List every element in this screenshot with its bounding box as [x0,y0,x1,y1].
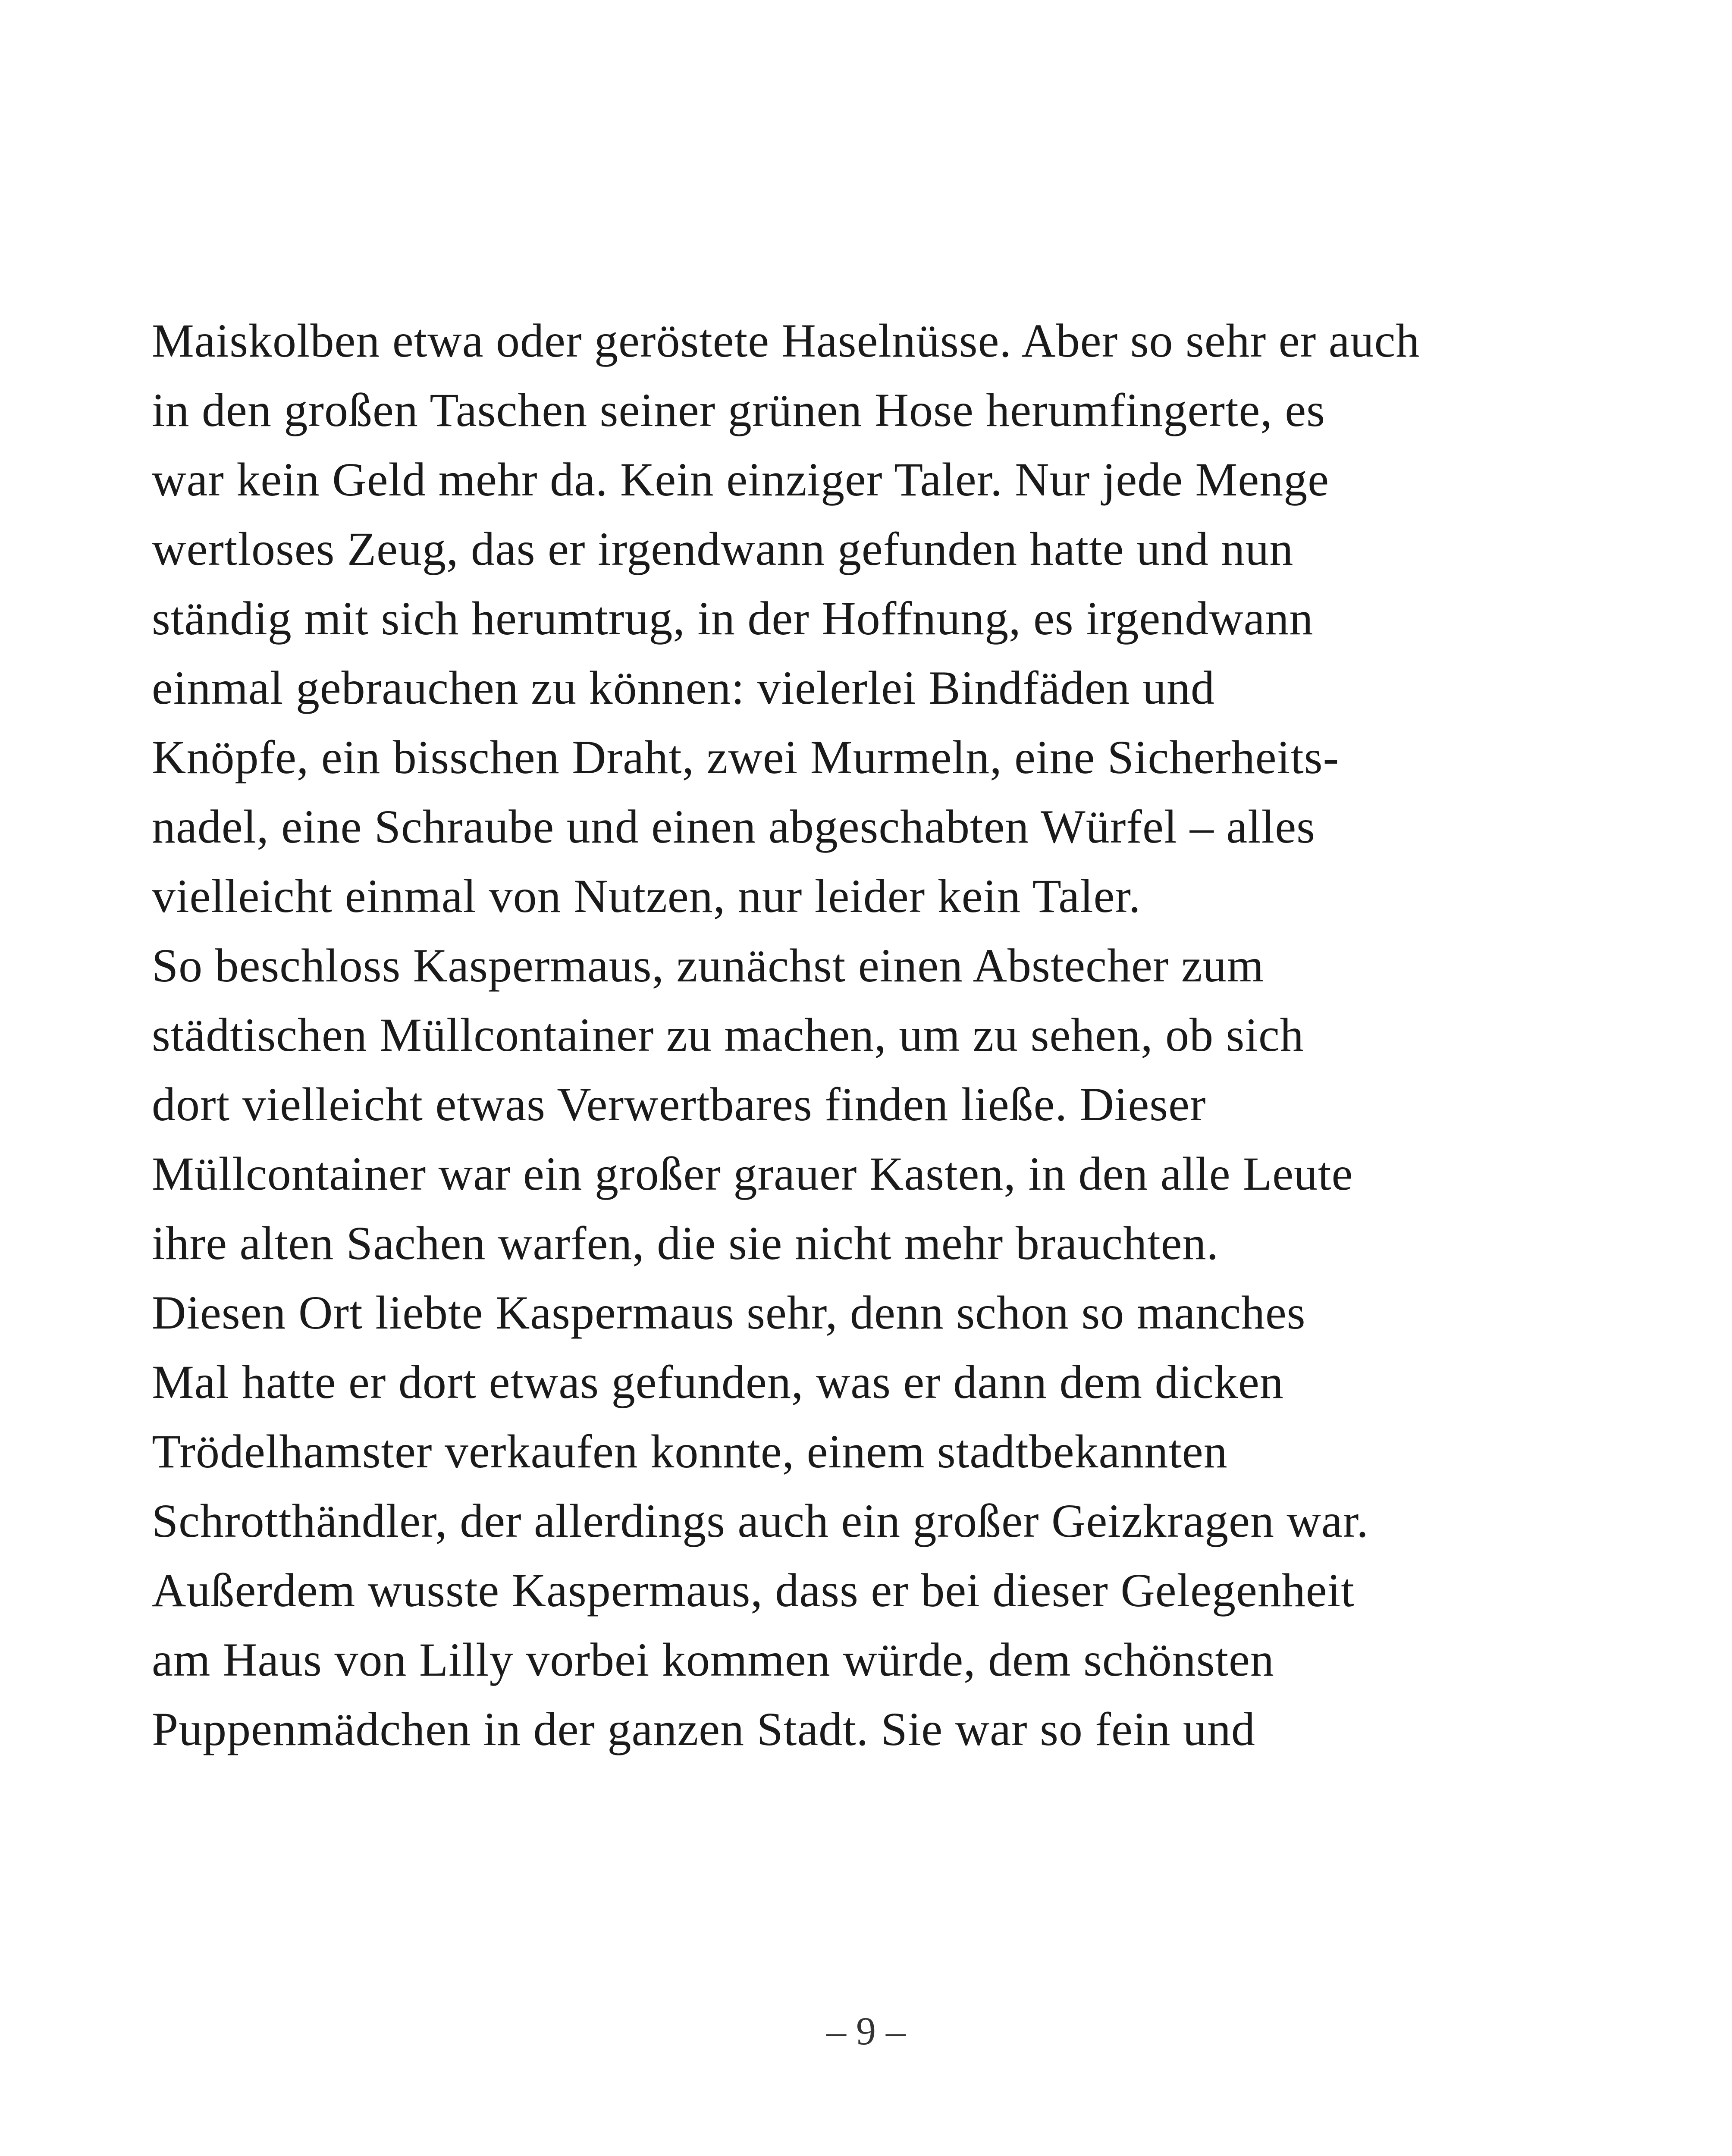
text-line-15: Diesen Ort liebte Kaspermaus sehr, denn schon so manches [152,1286,1306,1339]
text-line-1: Maiskolben etwa oder geröstete Haselnüsse. Aber so sehr er auch [152,314,1420,367]
text-line-18: Schrotthändler, der allerdings auch ein großer Geizkragen war. [152,1495,1369,1547]
text-line-4: wertloses Zeug, das er irgendwann gefunden hatte und nun [152,523,1294,575]
text-line-5: ständig mit sich herumtrug, in der Hoffnung, es irgendwann [152,592,1314,645]
text-line-14: ihre alten Sachen warfen, die sie nicht mehr brauchten. [152,1217,1219,1269]
text-line-20: am Haus von Lilly vorbei kommen würde, dem schönsten [152,1633,1274,1686]
text-line-6: einmal gebrauchen zu können: vielerlei Bindfäden und [152,661,1215,714]
text-line-16: Mal hatte er dort etwas gefunden, was er dann dem dicken [152,1356,1284,1408]
text-line-17: Trödelhamster verkaufen konnte, einem stadtbekannten [152,1425,1228,1478]
page-number: – 9 – [826,2009,906,2053]
text-line-3: war kein Geld mehr da. Kein einziger Taler. Nur jede Menge [152,453,1330,506]
text-line-10: So beschloss Kaspermaus, zunächst einen Abstecher zum [152,939,1264,992]
body-text [152,306,1618,1764]
text-line-9: vielleicht einmal von Nutzen, nur leider kein Taler. [152,870,1141,922]
text-line-19: Außerdem wusste Kaspermaus, dass er bei dieser Gelegenheit [152,1564,1355,1617]
text-line-2: in den großen Taschen seiner grünen Hose herumfingerte, es [152,384,1325,436]
text-line-12: dort vielleicht etwas Verwertbares finden ließe. Dieser [152,1078,1206,1131]
text-line-8: nadel, eine Schraube und einen abgeschabten Würfel – alles [152,800,1315,853]
text-line-13: Müllcontainer war ein großer grauer Kasten, in den alle Leute [152,1147,1353,1200]
text-line-21: Puppenmädchen in der ganzen Stadt. Sie war so fein und [152,1703,1255,1755]
text-line-7: Knöpfe, ein bisschen Draht, zwei Murmeln, eine Sicherheits- [152,731,1340,783]
text-line-11: städtischen Müllcontainer zu machen, um zu sehen, ob sich [152,1009,1304,1061]
